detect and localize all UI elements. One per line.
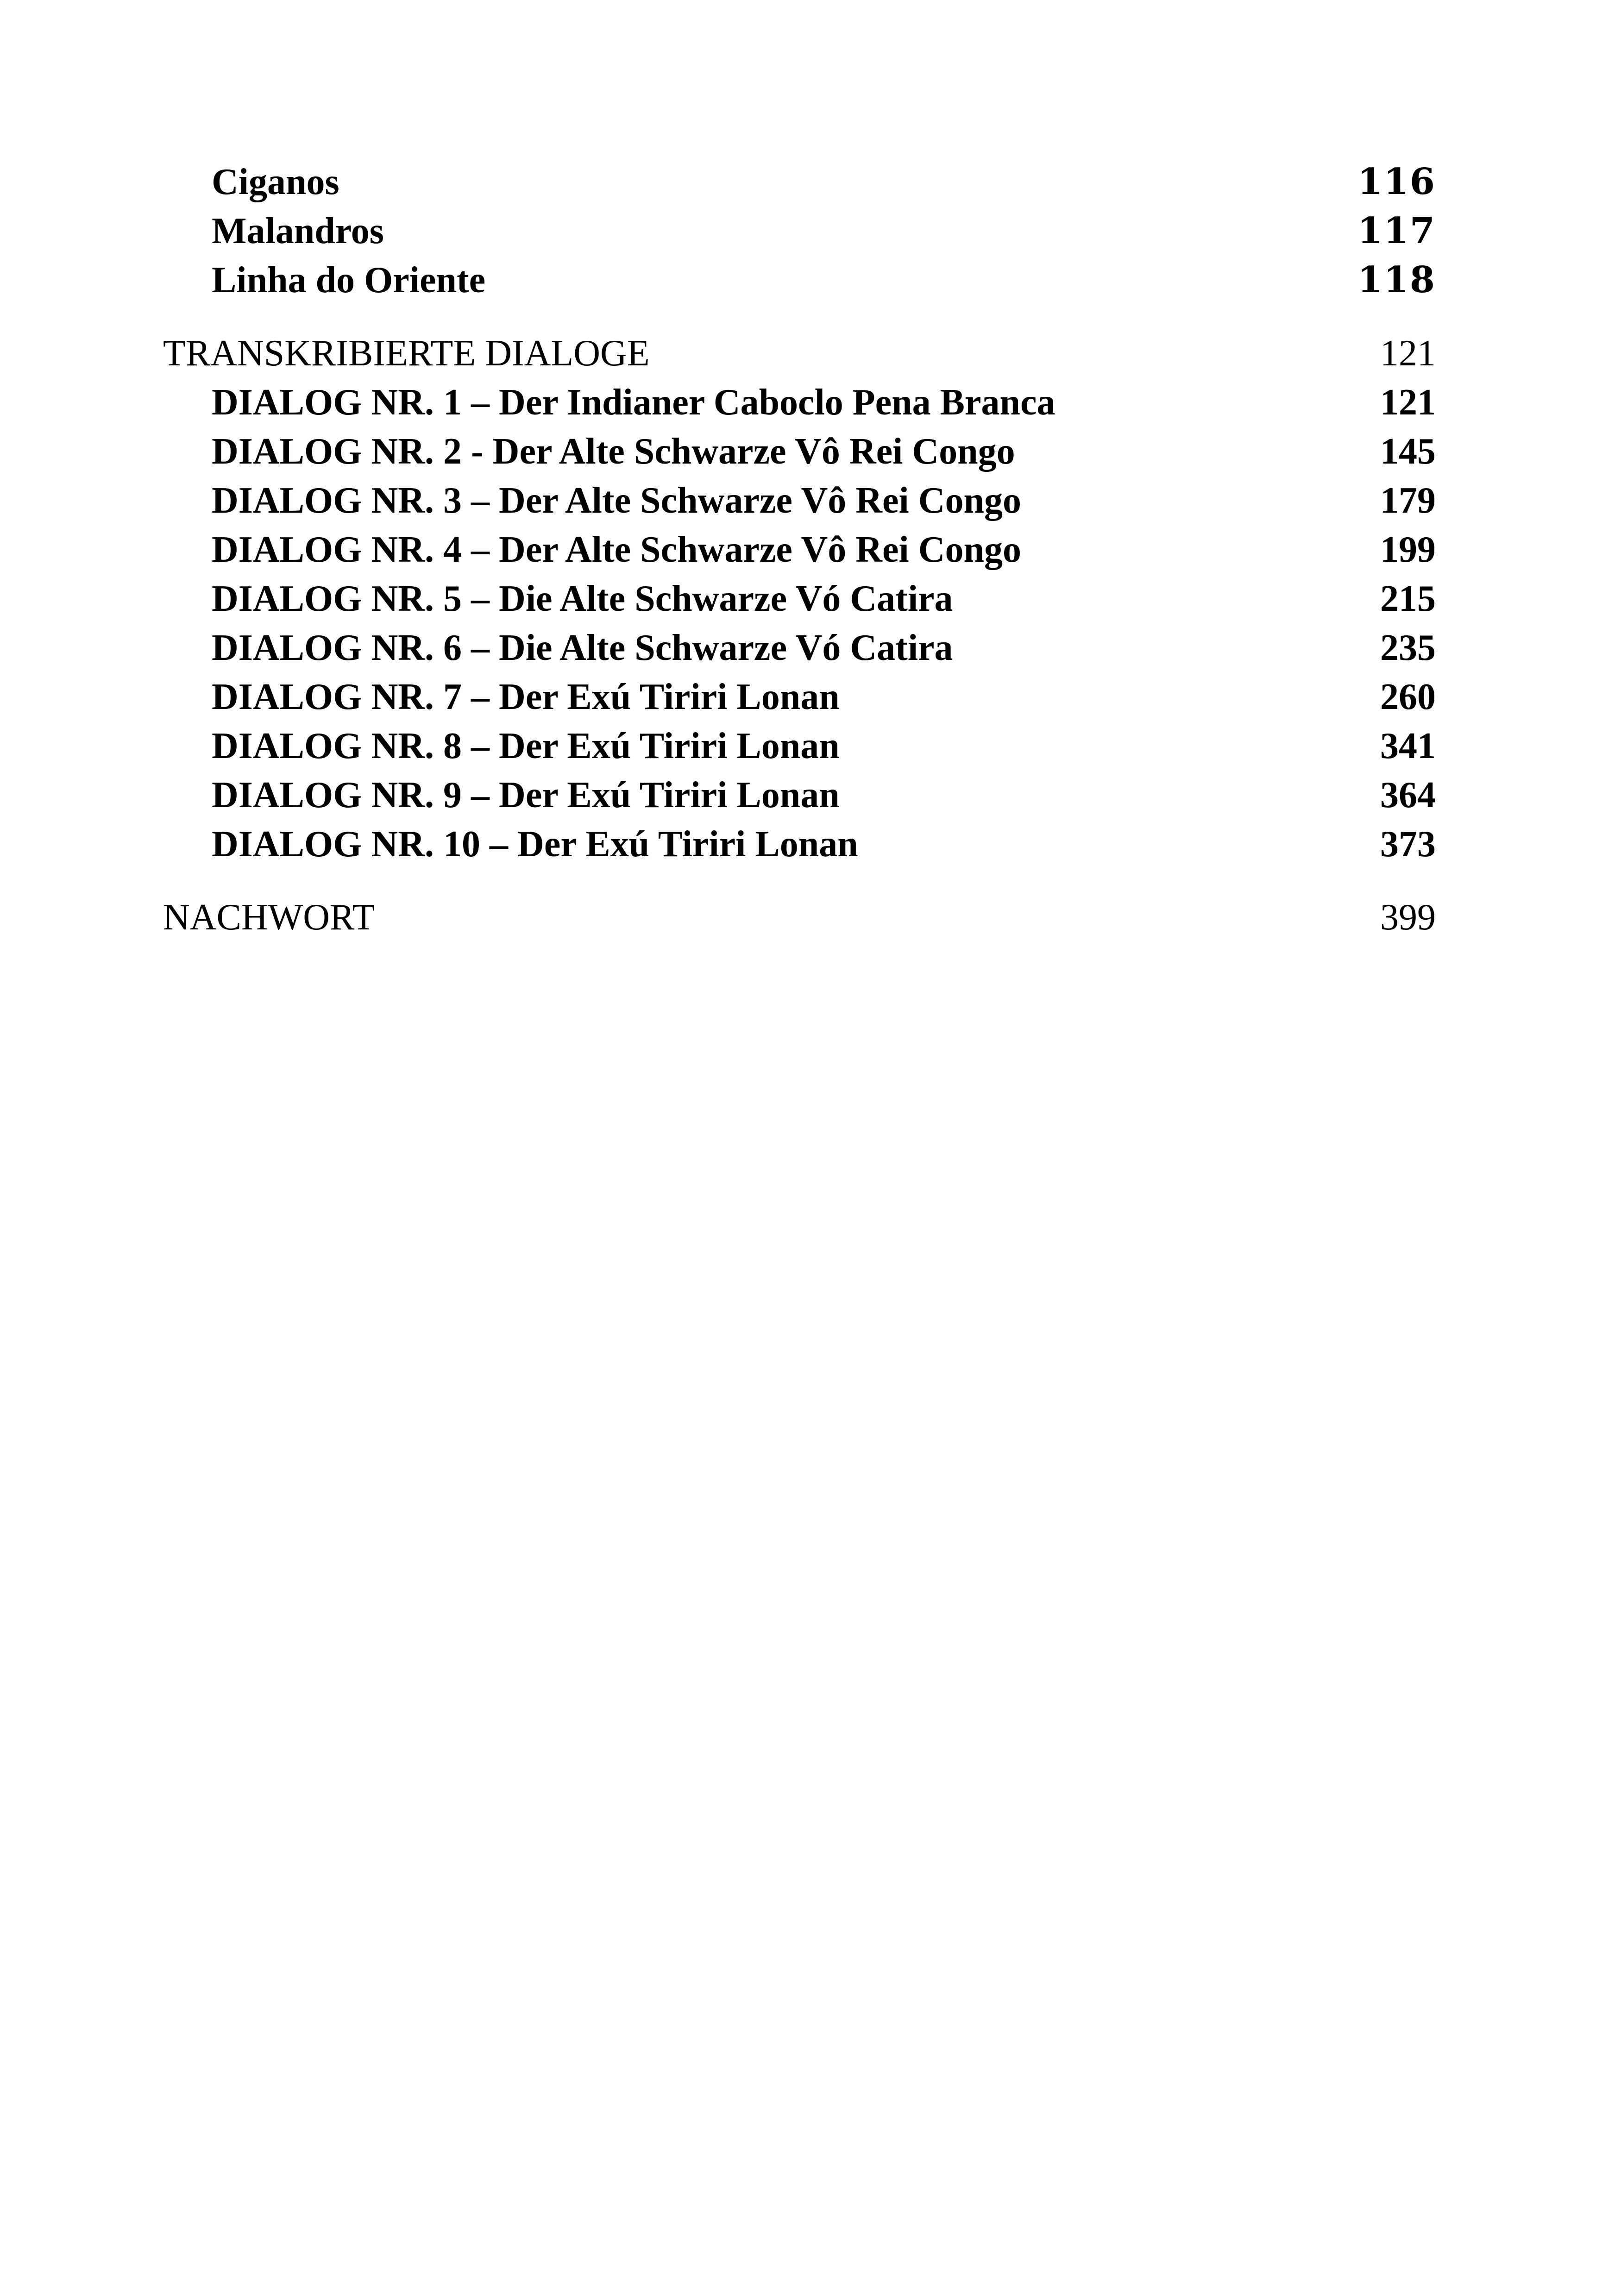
toc-entry-title: DIALOG NR. 6 – Die Alte Schwarze Vó Catira [212,627,953,668]
toc-section-page: 399 [1380,897,1436,938]
toc-entry-page: 199 [1380,529,1436,570]
toc-entry-page: 373 [1380,824,1436,865]
toc-section-page: 121 [1380,333,1436,374]
toc-entry-title: DIALOG NR. 10 – Der Exú Tiriri Lonan [212,824,858,865]
toc-entry-page: 235 [1380,627,1436,668]
toc-entry-title: DIALOG NR. 9 – Der Exú Tiriri Lonan [212,775,840,816]
toc-entry-page: 121 [1380,382,1436,423]
toc-entry[interactable] [163,207,1436,256]
toc-entry[interactable] [163,574,1436,623]
toc-entry[interactable] [163,623,1436,672]
toc-entry-title: DIALOG NR. 3 – Der Alte Schwarze Vô Rei Congo [212,480,1022,521]
toc-entry-page: 364 [1380,775,1436,816]
toc-entry[interactable] [163,378,1436,427]
toc-group-afterword [163,893,1436,942]
toc-section-heading[interactable] [163,893,1436,942]
toc-group-transcribed-dialogs [163,329,1436,869]
toc-entry-page: 117 [1357,210,1436,252]
toc-entry-title: DIALOG NR. 8 – Der Exú Tiriri Lonan [212,726,840,766]
toc-entry-title: DIALOG NR. 1 – Der Indianer Caboclo Pena Branca [212,382,1056,423]
toc-entry-title: Malandros [212,211,384,251]
toc-entry-page: 215 [1380,578,1436,619]
toc-entry-title: Linha do Oriente [212,260,486,301]
toc-entry[interactable] [163,672,1436,721]
toc-entry[interactable] [163,256,1436,305]
toc-entry[interactable] [163,427,1436,476]
toc-section-title: TRANSKRIBIERTE DIALOGE [163,333,650,374]
toc-section-title: NACHWORT [163,897,375,938]
toc-entry[interactable] [163,820,1436,869]
toc-entry-page: 116 [1357,161,1436,203]
toc-entry-page: 118 [1357,259,1436,301]
toc-entry-title: DIALOG NR. 5 – Die Alte Schwarze Vó Catira [212,578,953,619]
toc-entry-title: DIALOG NR. 2 - Der Alte Schwarze Vô Rei Congo [212,431,1015,472]
toc-entry-page: 179 [1380,480,1436,521]
toc-entry[interactable] [163,771,1436,820]
toc-entry[interactable] [163,525,1436,574]
toc-entry-title: Ciganos [212,162,339,202]
toc-group-orixa-lines [163,157,1436,305]
toc-entry-title: DIALOG NR. 4 – Der Alte Schwarze Vô Rei Congo [212,529,1022,570]
toc-entry[interactable] [163,157,1436,207]
toc-entry[interactable] [163,476,1436,525]
table-of-contents [163,157,1436,942]
toc-entry-page: 341 [1380,726,1436,766]
toc-entry-title: DIALOG NR. 7 – Der Exú Tiriri Lonan [212,677,840,717]
toc-section-heading[interactable] [163,329,1436,378]
toc-entry-page: 260 [1380,677,1436,717]
toc-entry-page: 145 [1380,431,1436,472]
toc-entry[interactable] [163,721,1436,771]
